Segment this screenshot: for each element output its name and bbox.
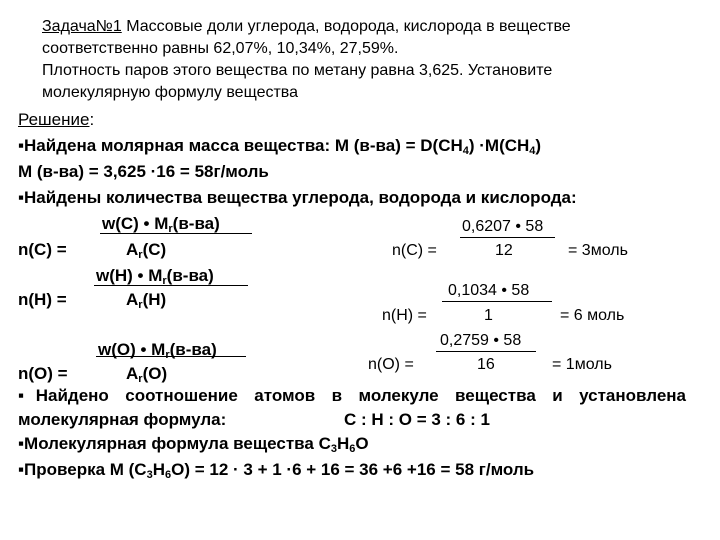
step-ratio-line-2	[18, 410, 226, 430]
nh-calc-numerator: 0,1034 • 58	[448, 282, 530, 299]
no-denom-b: (O)	[142, 364, 168, 383]
solution-heading	[18, 110, 94, 130]
nc-numerator	[102, 214, 220, 234]
step1-text-b: ) ·M(CH	[468, 136, 530, 155]
no-denominator	[126, 364, 167, 384]
step-amounts: ▪Найдены количества вещества углерода, водорода и кислорода:	[18, 188, 577, 207]
step4-text-a: ▪Молекулярная формула вещества C	[18, 434, 331, 453]
nc-numer-a: w(C) • M	[102, 214, 169, 233]
nh-numerator	[96, 266, 214, 286]
nh-denominator	[126, 290, 166, 310]
nh-calc-lhs: n(H) =	[382, 307, 427, 324]
nh-lhs: n(H) =	[18, 290, 67, 309]
no-lhs: n(O) =	[18, 364, 68, 383]
step-verification	[18, 460, 534, 480]
no-calc-bar	[436, 351, 536, 352]
no-calc-result: = 1моль	[552, 356, 612, 373]
nh-calc-denominator: 1	[484, 307, 493, 324]
no-numerator	[98, 340, 217, 360]
nc-calc-lhs: n(C) =	[392, 242, 437, 259]
no-denom-a: A	[126, 364, 139, 383]
step-molar-mass	[18, 136, 541, 156]
step5-text-a: ▪Проверка M (C	[18, 460, 147, 479]
nh-fraction-bar	[94, 285, 248, 286]
nc-denom-sub: r	[138, 249, 143, 261]
no-calc-denominator: 16	[477, 356, 495, 373]
solution-heading-text: Решение	[18, 110, 90, 129]
no-calc-numerator: 0,2759 • 58	[440, 332, 522, 349]
step-molecular-formula	[18, 434, 369, 454]
step1-text-c: )	[535, 136, 542, 155]
step5-sub-1: 3	[146, 469, 153, 481]
step5-text-c: O) = 12 · 3 + 1 ·6 + 16 = 36 +6 +16 = 58 г/моль	[171, 460, 535, 479]
step5-sub-2: 6	[165, 469, 172, 481]
nh-calc-result: = 6 моль	[560, 307, 625, 324]
no-numer-sub: r	[165, 349, 170, 361]
step4-sub-1: 3	[330, 443, 337, 455]
nh-numer-b: (в-ва)	[166, 266, 214, 285]
nc-numer-b: (в-ва)	[172, 214, 220, 233]
nc-calc-bar	[460, 237, 555, 238]
step4-sub-2: 6	[349, 443, 356, 455]
task-line-4: молекулярную формулу вещества	[42, 84, 299, 101]
step4-text-b: H	[336, 434, 350, 453]
atom-ratio: C : H : O = 3 : 6 : 1	[344, 410, 490, 429]
solution-heading-colon: :	[89, 110, 95, 129]
nh-denom-b: (H)	[142, 290, 167, 309]
nc-fraction-bar	[100, 233, 252, 234]
nh-numer-sub: r	[162, 275, 167, 287]
task-label: Задача№1	[42, 18, 122, 35]
step1-sub-1: 4	[462, 145, 469, 157]
nc-numer-sub: r	[168, 223, 173, 235]
nh-denom-a: A	[126, 290, 139, 309]
no-denom-sub: r	[138, 373, 143, 385]
step4-text-c: O	[355, 434, 369, 453]
no-numer-b: (в-ва)	[169, 340, 217, 359]
nc-calc-denominator: 12	[495, 242, 513, 259]
nc-denom-b: (C)	[142, 240, 167, 259]
no-calc-lhs: n(O) =	[368, 356, 414, 373]
step-molar-mass-result: M (в-ва) = 3,625 ·16 = 58г/моль	[18, 162, 269, 181]
nc-denom-a: A	[126, 240, 139, 259]
nc-lhs: n(C) =	[18, 240, 67, 259]
step-ratio-line-1: ▪Найдено соотношение атомов в молекуле вещества и установлена	[18, 386, 686, 405]
step3-text-a: молекулярная формула:	[18, 410, 227, 429]
task-title-line	[42, 16, 571, 38]
nc-calc-result: = 3моль	[568, 242, 628, 259]
no-numer-a: w(O) • M	[98, 340, 166, 359]
step5-text-b: H	[152, 460, 165, 479]
nh-calc-bar	[442, 301, 552, 302]
nh-numer-a: w(H) • M	[96, 266, 163, 285]
nc-denominator	[126, 240, 166, 260]
task-line-2: соответственно равны 62,07%, 10,34%, 27,59%.	[42, 40, 399, 57]
step1-sub-2: 4	[529, 145, 536, 157]
nc-calc-numerator: 0,6207 • 58	[462, 218, 544, 235]
step1-text-a: ▪Найдена молярная масса вещества: M (в-ва) = D(CH	[18, 136, 463, 155]
task-line-1: Массовые доли углерода, водорода, кислорода в веществе	[121, 18, 571, 35]
no-fraction-bar	[96, 356, 246, 357]
task-line-3: Плотность паров этого вещества по метану равна 3,625. Установите	[42, 62, 553, 79]
nh-denom-sub: r	[138, 299, 143, 311]
